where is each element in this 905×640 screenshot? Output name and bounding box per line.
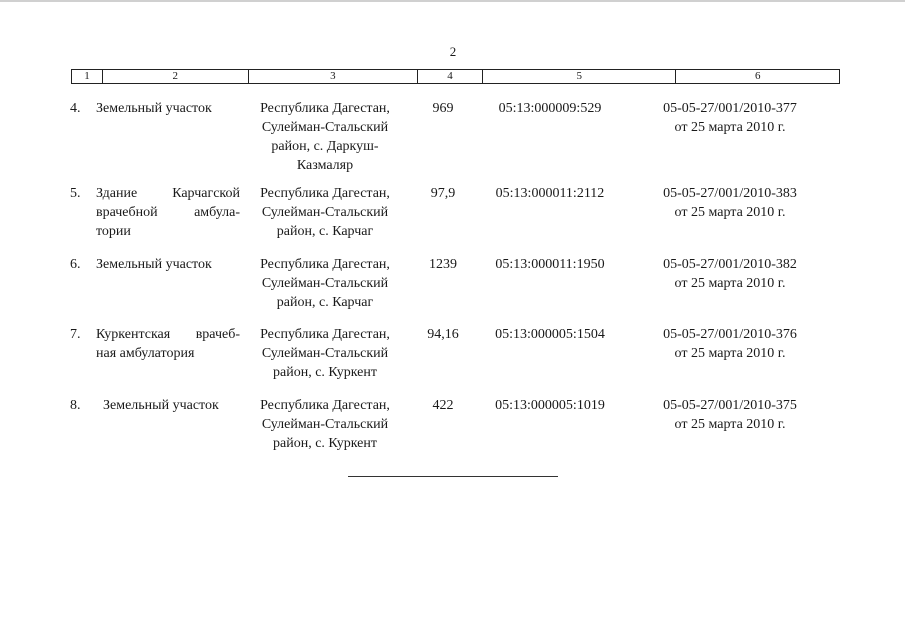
address-line: район, с. Куркент xyxy=(273,436,377,451)
address-line: район, с. Карчаг xyxy=(276,224,374,239)
cadastral-number: 05:13:000011:2112 xyxy=(495,186,605,201)
row-number: 5. xyxy=(70,186,81,201)
page-top-edge xyxy=(0,0,905,2)
registration-record xyxy=(640,325,820,363)
registration-date: от 25 марта 2010 г. xyxy=(674,346,786,361)
registration-date: от 25 марта 2010 г. xyxy=(674,276,786,291)
object-address xyxy=(245,255,405,312)
object-name xyxy=(96,99,240,118)
header-cell-5: 5 xyxy=(483,70,677,83)
object-name xyxy=(96,184,240,241)
object-area: 97,9 xyxy=(430,186,456,201)
object-area: 94,16 xyxy=(427,327,459,342)
registration-number: 05-05-27/001/2010-376 xyxy=(663,327,797,342)
object-name-line-justified xyxy=(96,184,240,203)
object-name-line-justified xyxy=(96,325,240,344)
closing-divider-line xyxy=(348,476,558,477)
address-line: Республика Дагестан, xyxy=(260,186,390,201)
object-name-line: Земельный участок xyxy=(103,398,219,413)
header-cell-4: 4 xyxy=(418,70,483,83)
row-number: 8. xyxy=(70,398,81,413)
registration-number: 05-05-27/001/2010-383 xyxy=(663,186,797,201)
registration-record xyxy=(640,99,820,137)
address-line: Сулейман-Стальский xyxy=(261,120,389,135)
object-area: 969 xyxy=(432,101,454,116)
object-name-line: Земельный участок xyxy=(96,257,212,272)
registration-record xyxy=(640,396,820,434)
object-name-word: Куркентская xyxy=(96,327,171,342)
address-line: Республика Дагестан, xyxy=(260,327,390,342)
object-name-line: ная амбулатория xyxy=(96,346,195,361)
registration-record xyxy=(640,255,820,293)
object-name-word: амбула- xyxy=(194,205,240,220)
row-number: 6. xyxy=(70,257,81,272)
object-address xyxy=(245,99,405,175)
object-area: 422 xyxy=(432,398,454,413)
registration-record xyxy=(640,184,820,222)
address-line: Республика Дагестан, xyxy=(260,257,390,272)
object-name xyxy=(96,325,240,363)
row-number: 4. xyxy=(70,101,81,116)
object-name-line-justified xyxy=(96,203,240,222)
address-line: Республика Дагестан, xyxy=(260,101,390,116)
object-address xyxy=(245,396,405,453)
object-name-word: Здание xyxy=(96,186,138,201)
header-cell-1: 1 xyxy=(72,70,103,83)
registration-number: 05-05-27/001/2010-377 xyxy=(663,101,797,116)
registration-date: от 25 марта 2010 г. xyxy=(674,205,786,220)
address-line: Казмаляр xyxy=(296,158,354,173)
object-name-word: врачеб- xyxy=(195,327,240,342)
object-address xyxy=(245,325,405,382)
cadastral-number: 05:13:000011:1950 xyxy=(495,257,605,272)
object-name-word: врачебной xyxy=(96,205,158,220)
object-area: 1239 xyxy=(429,257,457,272)
registration-date: от 25 марта 2010 г. xyxy=(674,120,786,135)
row-number: 7. xyxy=(70,327,81,342)
header-cell-6: 6 xyxy=(754,70,761,82)
object-name-line: Земельный участок xyxy=(96,101,212,116)
address-line: район, с. Даркуш- xyxy=(271,139,379,154)
address-line: район, с. Карчаг xyxy=(276,295,374,310)
address-line: Сулейман-Стальский xyxy=(261,276,389,291)
registration-number: 05-05-27/001/2010-382 xyxy=(663,257,797,272)
object-name-word: Карчагской xyxy=(172,186,240,201)
page-number: 2 xyxy=(449,44,457,59)
cadastral-number: 05:13:000005:1019 xyxy=(495,398,605,413)
object-address xyxy=(245,184,405,241)
registration-number: 05-05-27/001/2010-375 xyxy=(663,398,797,413)
cadastral-number: 05:13:000009:529 xyxy=(498,101,602,116)
address-line: Республика Дагестан, xyxy=(260,398,390,413)
address-line: Сулейман-Стальский xyxy=(261,205,389,220)
registration-date: от 25 марта 2010 г. xyxy=(674,417,786,432)
object-name-line: тории xyxy=(96,224,131,239)
address-line: Сулейман-Стальский xyxy=(261,417,389,432)
address-line: район, с. Куркент xyxy=(273,365,377,380)
object-name xyxy=(96,255,240,274)
table-header-row xyxy=(71,69,840,84)
address-line: Сулейман-Стальский xyxy=(261,346,389,361)
object-name xyxy=(103,396,247,415)
cadastral-number: 05:13:000005:1504 xyxy=(495,327,605,342)
header-cell-3: 3 xyxy=(249,70,419,83)
header-cell-2: 2 xyxy=(103,70,249,83)
